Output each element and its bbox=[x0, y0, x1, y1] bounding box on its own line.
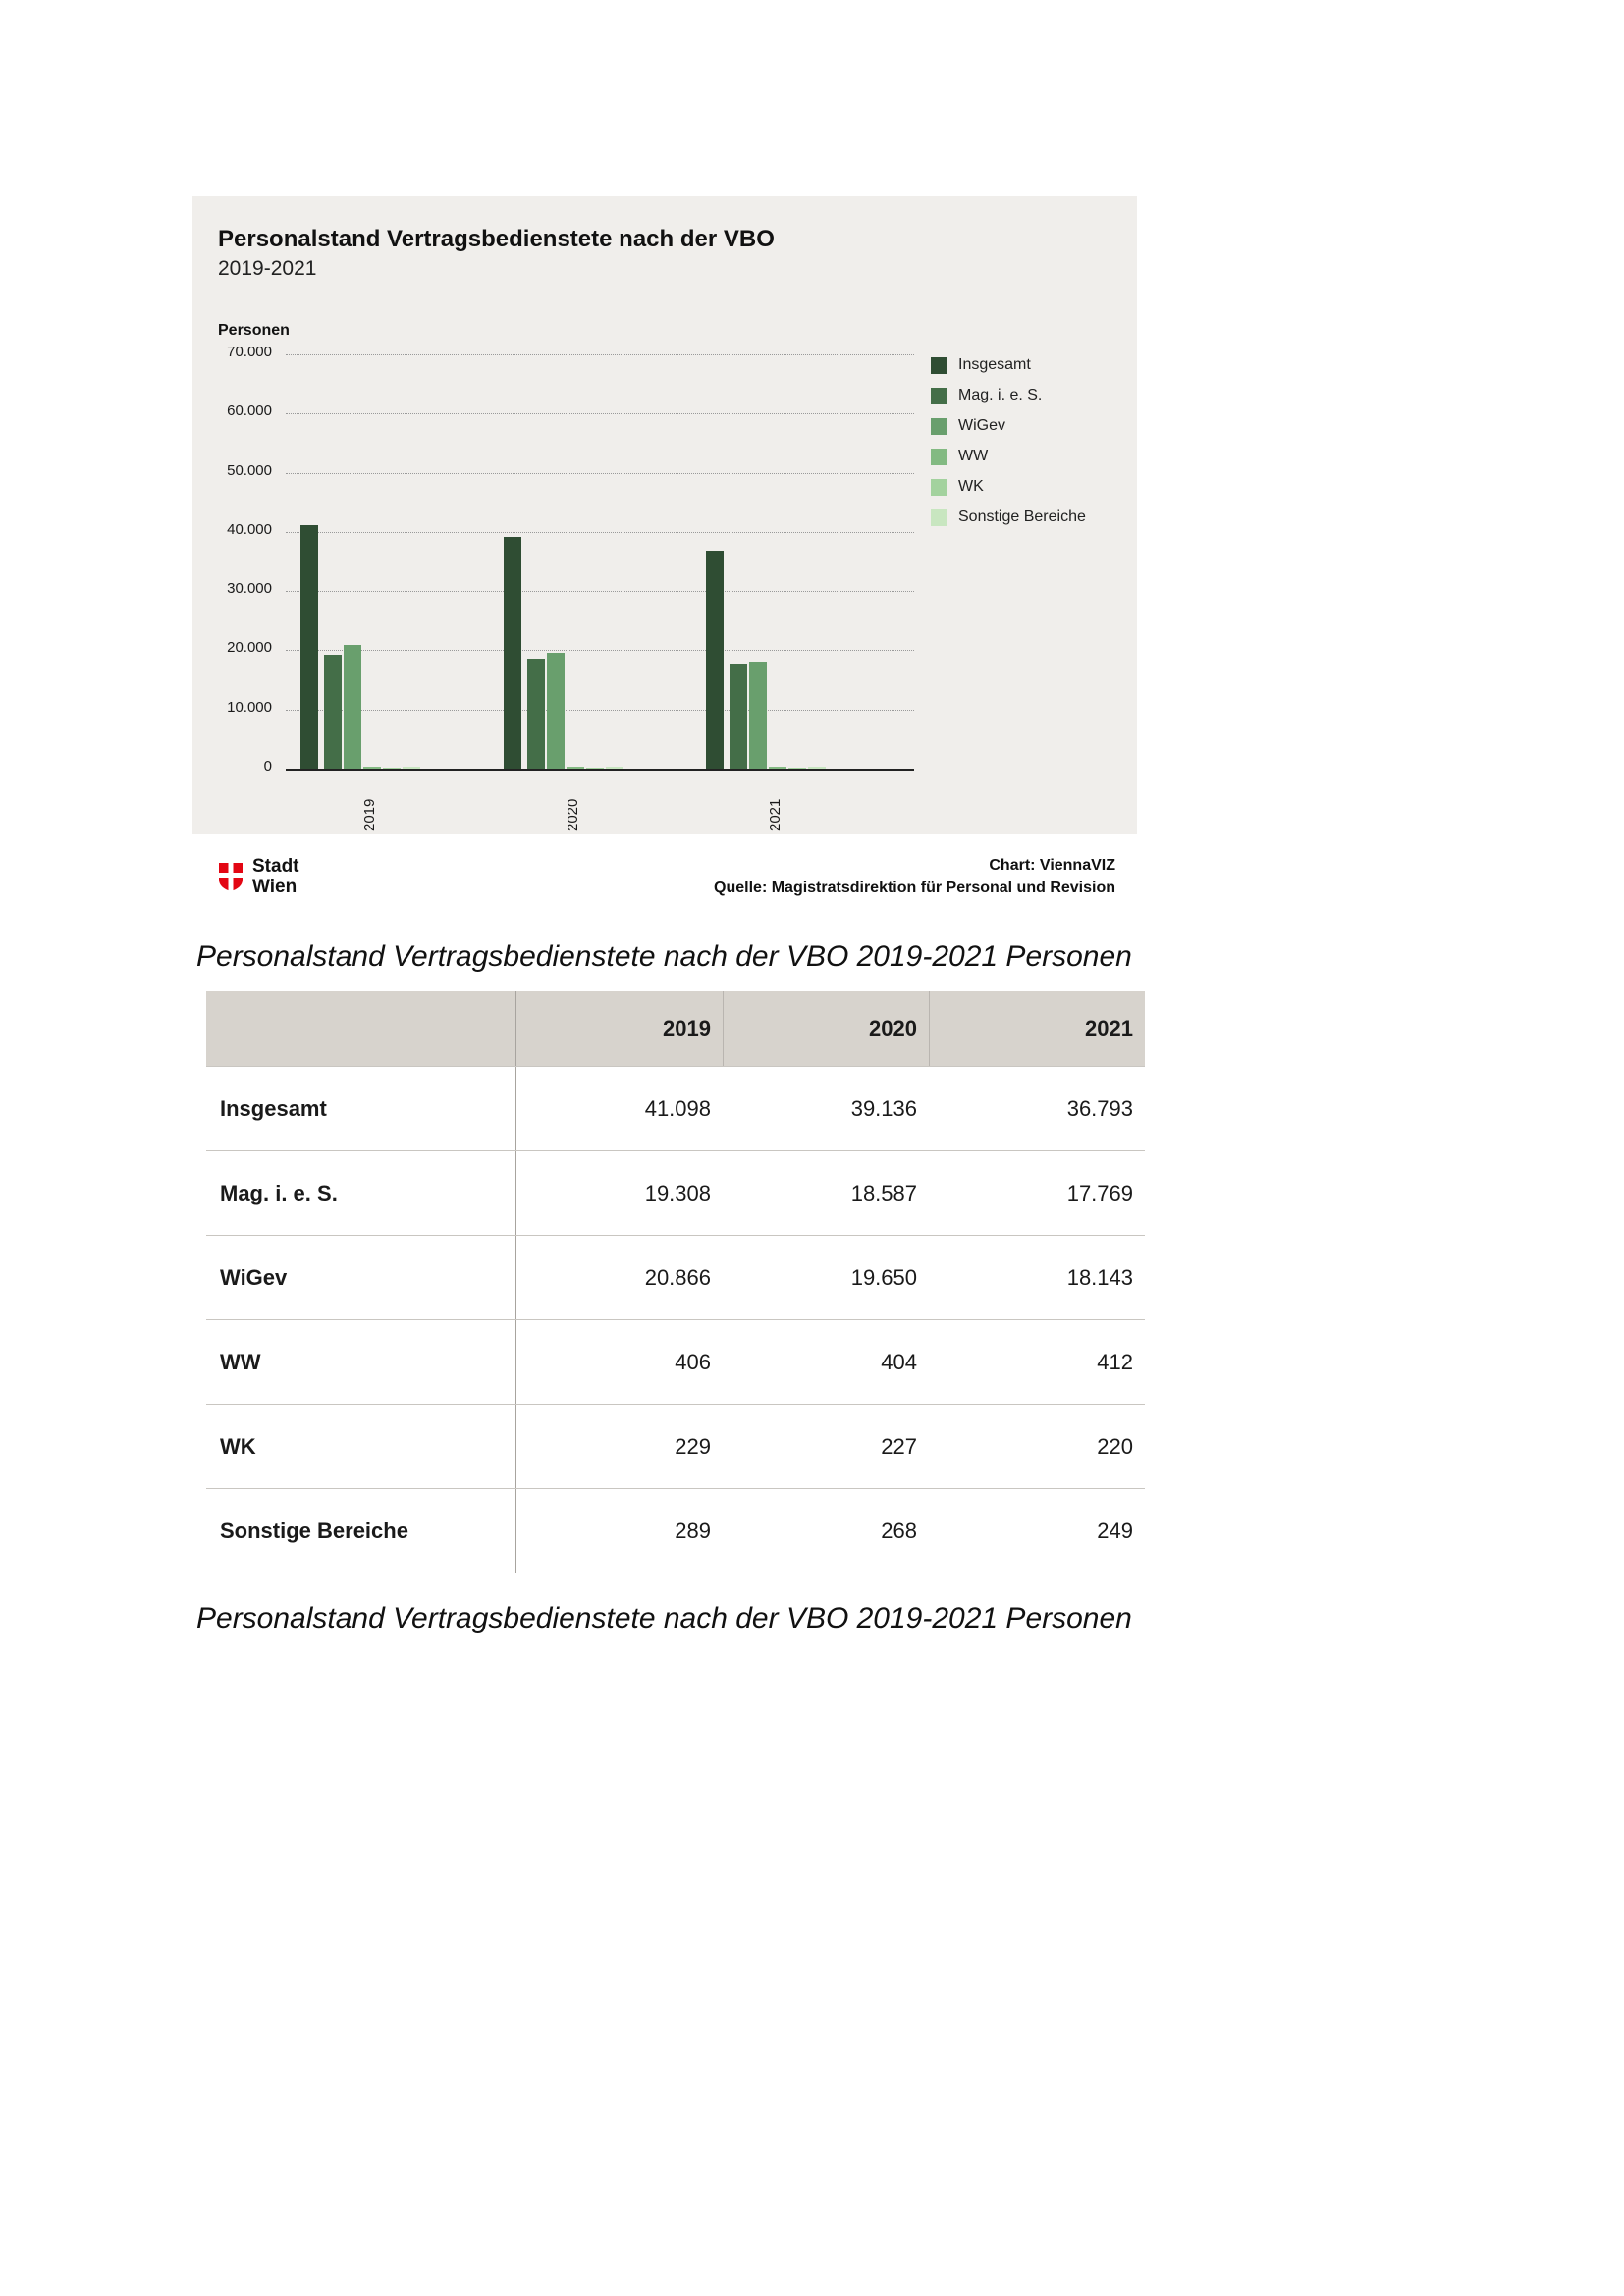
legend-swatch-icon bbox=[931, 357, 947, 374]
table-header-2020: 2020 bbox=[723, 991, 929, 1066]
table-header-empty bbox=[206, 991, 516, 1066]
legend-swatch-icon bbox=[931, 479, 947, 496]
gridline bbox=[286, 354, 914, 355]
row-value: 17.769 bbox=[1066, 1180, 1133, 1205]
stadt-wien-brand bbox=[218, 856, 299, 897]
x-axis-line bbox=[286, 769, 914, 771]
legend-label: WW bbox=[958, 448, 989, 464]
table-header-row bbox=[206, 991, 1145, 1066]
table-row bbox=[206, 1235, 1145, 1319]
table-row bbox=[206, 1066, 1145, 1150]
y-tick-label: 40.000 bbox=[227, 521, 272, 538]
legend-swatch-icon bbox=[931, 388, 947, 404]
y-tick-label: 70.000 bbox=[227, 344, 272, 360]
y-axis-title: Personen bbox=[218, 322, 290, 339]
table-row bbox=[206, 1319, 1145, 1404]
bar-mag-i-e-s-2019 bbox=[324, 655, 342, 769]
x-tick-label: 2020 bbox=[565, 798, 581, 831]
bar-ww-2019 bbox=[363, 767, 381, 769]
legend bbox=[931, 356, 1086, 539]
row-label: WiGev bbox=[206, 1236, 516, 1319]
bar-insgesamt-2021 bbox=[706, 551, 724, 769]
row-value: 19.650 bbox=[850, 1264, 917, 1290]
row-label: WK bbox=[206, 1405, 516, 1488]
row-value: 20.866 bbox=[644, 1264, 711, 1290]
gridline bbox=[286, 413, 914, 414]
row-label: Insgesamt bbox=[206, 1067, 516, 1150]
row-value: 412 bbox=[1097, 1349, 1133, 1374]
gridline bbox=[286, 473, 914, 474]
data-table bbox=[206, 991, 1145, 1573]
bar-group-2021 bbox=[706, 551, 828, 769]
table-header-2021: 2021 bbox=[929, 991, 1145, 1066]
row-value: 289 bbox=[675, 1518, 711, 1543]
legend-label: WK bbox=[958, 478, 984, 495]
bar-wk-2021 bbox=[788, 768, 806, 769]
legend-swatch-icon bbox=[931, 509, 947, 526]
row-value: 41.098 bbox=[644, 1095, 711, 1121]
bar-ww-2021 bbox=[769, 767, 786, 769]
bar-wigev-2021 bbox=[749, 662, 767, 769]
credit-chart-source: Chart: ViennaVIZ bbox=[989, 857, 1115, 874]
bar-sonstige-bereiche-2021 bbox=[808, 767, 826, 769]
legend-label: Mag. i. e. S. bbox=[958, 387, 1043, 403]
y-tick-label: 50.000 bbox=[227, 462, 272, 479]
table-caption-bottom: Personalstand Vertragsbedienstete nach der VBO 2019-2021 Personen bbox=[196, 1602, 1132, 1634]
chart-title: Personalstand Vertragsbedienstete nach der VBO bbox=[218, 226, 775, 252]
x-tick-label: 2019 bbox=[361, 798, 378, 831]
brand-line-2: Wien bbox=[252, 877, 298, 897]
y-tick-label: 20.000 bbox=[227, 639, 272, 656]
row-value: 36.793 bbox=[1066, 1095, 1133, 1121]
bar-wigev-2019 bbox=[344, 645, 361, 769]
row-value: 229 bbox=[675, 1433, 711, 1459]
bar-ww-2020 bbox=[567, 767, 584, 769]
stadt-wien-shield-icon bbox=[218, 862, 244, 891]
row-value: 249 bbox=[1097, 1518, 1133, 1543]
row-value: 404 bbox=[881, 1349, 917, 1374]
chart-panel bbox=[192, 196, 1137, 834]
legend-item bbox=[931, 417, 1086, 435]
chart-footer bbox=[192, 852, 1137, 915]
row-label: Mag. i. e. S. bbox=[206, 1151, 516, 1235]
plot-area bbox=[227, 344, 914, 831]
brand-line-1: Stadt bbox=[252, 856, 299, 877]
y-tick-label: 10.000 bbox=[227, 699, 272, 716]
row-value: 406 bbox=[675, 1349, 711, 1374]
row-label: WW bbox=[206, 1320, 516, 1404]
legend-item bbox=[931, 448, 1086, 465]
legend-item bbox=[931, 478, 1086, 496]
row-label: Sonstige Bereiche bbox=[206, 1489, 516, 1573]
table-row bbox=[206, 1150, 1145, 1235]
x-tick-label: 2021 bbox=[767, 798, 784, 831]
bar-insgesamt-2019 bbox=[300, 525, 318, 769]
legend-item bbox=[931, 508, 1086, 526]
y-tick-label: 60.000 bbox=[227, 402, 272, 419]
row-value: 220 bbox=[1097, 1433, 1133, 1459]
legend-swatch-icon bbox=[931, 418, 947, 435]
bar-group-2020 bbox=[504, 537, 625, 769]
bar-wk-2019 bbox=[383, 768, 401, 769]
row-value: 268 bbox=[881, 1518, 917, 1543]
legend-item bbox=[931, 387, 1086, 404]
bar-group-2019 bbox=[300, 525, 422, 769]
bar-sonstige-bereiche-2019 bbox=[403, 767, 420, 769]
bar-sonstige-bereiche-2020 bbox=[606, 767, 623, 769]
table-row bbox=[206, 1404, 1145, 1488]
row-value: 227 bbox=[881, 1433, 917, 1459]
legend-item bbox=[931, 356, 1086, 374]
row-value: 19.308 bbox=[644, 1180, 711, 1205]
chart-subtitle: 2019-2021 bbox=[218, 257, 317, 280]
chart-credits bbox=[714, 854, 1115, 899]
legend-label: Sonstige Bereiche bbox=[958, 508, 1086, 525]
row-value: 39.136 bbox=[850, 1095, 917, 1121]
table-header-2019: 2019 bbox=[663, 1016, 711, 1041]
legend-label: WiGev bbox=[958, 417, 1005, 434]
bar-mag-i-e-s-2021 bbox=[730, 664, 747, 769]
table-caption-top: Personalstand Vertragsbedienstete nach der VBO 2019-2021 Personen bbox=[196, 940, 1132, 973]
y-tick-label: 0 bbox=[263, 758, 272, 774]
bar-wk-2020 bbox=[586, 768, 604, 769]
bar-wigev-2020 bbox=[547, 653, 565, 769]
legend-label: Insgesamt bbox=[958, 356, 1031, 373]
row-value: 18.587 bbox=[850, 1180, 917, 1205]
bar-mag-i-e-s-2020 bbox=[527, 659, 545, 769]
legend-swatch-icon bbox=[931, 449, 947, 465]
table-row bbox=[206, 1488, 1145, 1573]
bar-insgesamt-2020 bbox=[504, 537, 521, 769]
credit-data-source: Quelle: Magistratsdirektion für Personal und Revision bbox=[714, 880, 1115, 896]
row-value: 18.143 bbox=[1066, 1264, 1133, 1290]
stadt-wien-wordmark bbox=[252, 856, 299, 897]
y-tick-label: 30.000 bbox=[227, 580, 272, 597]
